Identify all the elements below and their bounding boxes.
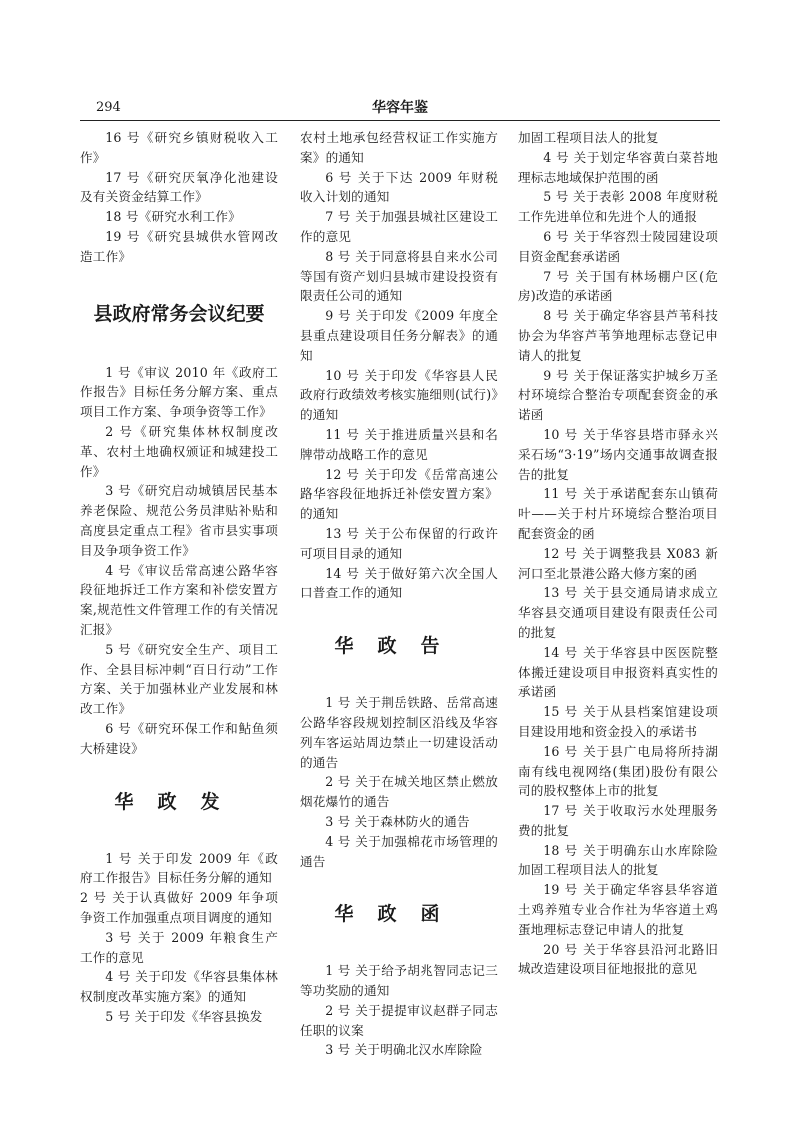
list-item: 18 号《研究水利工作》 xyxy=(105,209,241,225)
list-item: 13 号 关于公布保留的行政许可项目目录的通知 xyxy=(300,525,498,561)
page-header xyxy=(80,98,720,120)
list-item: 3 号 关于明确北汉水库除险 xyxy=(325,1042,483,1058)
section-title-huazhenggao: 华政告 xyxy=(334,635,464,658)
list-item: 12 号 关于印发《岳常高速公路华容段征地拆迁补偿安置方案》的通知 xyxy=(300,466,498,522)
list-item: 12 号 关于调整我县 X083 新河口至北景港公路大修方案的函 xyxy=(518,545,718,581)
list-item: 14 号 关于做好第六次全国人口普查工作的通知 xyxy=(300,565,498,601)
list-item: 16 号 关于县广电局将所持湖南有线电视网络(集团)股份有限公司的股权整体上市的批复 xyxy=(518,743,718,799)
list-item: 1 号《审议 2010 年《政府工作报告》目标任务分解方案、重点项目工作方案、争项争资等工作》 xyxy=(80,364,278,420)
list-item: 1 号 关于给予胡兆智同志记三等功奖励的通知 xyxy=(300,963,498,999)
list-item: 6 号 关于华容烈士陵园建设项目资金配套承诺函 xyxy=(518,228,718,264)
list-item: 3 号 关于森林防火的通告 xyxy=(325,813,470,829)
list-item: 13 号 关于县交通局请求成立华容县交通项目建设有限责任公司的批复 xyxy=(518,585,718,640)
list-item: 18 号 关于明确东山水库除险加固工程项目法人的批复 xyxy=(518,842,718,878)
list-item: 5 号 关于表彰 2008 年度财税工作先进单位和先进个人的通报 xyxy=(518,189,718,225)
list-item: 9 号 关于印发《2009 年度全县重点建设项目任务分解表》的通知 xyxy=(300,308,498,363)
list-item: 10 号 关于印发《华容县人民政府行政绩效考核实施细则(试行)》的通知 xyxy=(300,367,498,423)
list-item: 2 号 关于提提审议赵群子同志任职的议案 xyxy=(300,1002,498,1038)
list-item: 16 号《研究乡镇财税收入工作》 xyxy=(80,130,278,165)
list-item: 7 号 关于加强县城社区建设工作的意见 xyxy=(300,209,498,244)
list-item: 2 号《研究集体林权制度改革、农村土地确权颁证和城建投工作》 xyxy=(80,423,278,479)
list-item: 3 号《研究启动城镇居民基本养老保险、规范公务员津贴补贴和高度县定重点工程》省市县实事项目及争项争资工作》 xyxy=(80,483,278,558)
list-item: 2 号 关于认真做好 2009 年争项争资工作加强重点项目调度的通知 xyxy=(80,890,278,925)
list-item: 19 号《研究县城供水管网改造工作》 xyxy=(80,228,278,264)
list-item: 4 号 关于划定华容黄白菜苔地理标志地域保护范围的函 xyxy=(518,149,718,185)
running-title: 华容年鉴 xyxy=(372,100,428,116)
list-item: 19 号 关于确定华容县华容道土鸡养殖专业合作社为华容道土鸡蛋地理标志登记申请人的批复 xyxy=(518,882,718,937)
section-title-meeting-minutes: 县政府常务会议纪要 xyxy=(93,302,265,325)
list-item: 11 号 关于承诺配套东山镇荷叶——关于村片环境综合整治项目配套资金的函 xyxy=(518,486,718,541)
list-item: 9 号 关于保证落实护城乡万圣村环境综合整治专项配套资金的承诺函 xyxy=(518,367,718,423)
list-item: 2 号 关于在城关地区禁止燃放烟花爆竹的通告 xyxy=(300,774,498,810)
list-item: 4 号《审议岳常高速公路华容段征地拆迁工作方案和补偿安置方案,规范性文件管理工作的有关情况汇报》 xyxy=(80,562,278,637)
page-number: 294 xyxy=(96,100,121,115)
list-item: 11 号 关于推进质量兴县和名牌带动战略工作的意见 xyxy=(300,426,498,462)
list-item: 8 号 关于确定华容县芦苇科技协会为华容芦苇笋地理标志登记申请人的批复 xyxy=(518,308,718,363)
list-item: 15 号 关于从县档案馆建设项目建设用地和资金投入的承诺书 xyxy=(518,704,718,739)
list-item: 1 号 关于印发 2009 年《政府工作报告》目标任务分解的通知 xyxy=(80,850,278,886)
column-3 xyxy=(518,128,718,979)
list-item: 8 号 关于同意将县自来水公司等国有资产划归县城市建设投资有限责任公司的通知 xyxy=(300,248,498,304)
list-item: 7 号 关于国有林场棚户区(危房)改造的承诺函 xyxy=(518,268,718,304)
list-item: 1 号 关于荆岳铁路、岳常高速公路华容段规划控制区沿线及华容列车客运站周边禁止一切建设活动的通告 xyxy=(300,695,498,770)
section-title-huazhengfa: 华政发 xyxy=(114,790,244,813)
list-item: 5 号《研究安全生产、项目工作、全县目标冲刺“百日行动”工作方案、关于加强林业产业发展和林改工作》 xyxy=(80,641,278,717)
list-item-continued: 加固工程项目法人的批复 xyxy=(518,130,659,145)
list-item: 3 号 关于 2009 年粮食生产工作的意见 xyxy=(80,929,278,965)
list-item: 10 号 关于华容县塔市驿永兴采石场“3·19”场内交通事故调查报告的批复 xyxy=(518,426,718,482)
column-1 xyxy=(80,128,278,1027)
list-item-continued: 农村土地承包经营权证工作实施方案》的通知 xyxy=(300,130,498,165)
header-rule xyxy=(80,120,720,121)
column-2 xyxy=(300,128,498,1060)
list-item: 6 号 关于下达 2009 年财税收入计划的通知 xyxy=(300,169,498,205)
list-item: 17 号 关于收取污水处理服务费的批复 xyxy=(518,803,718,838)
list-item: 14 号 关于华容县中医医院整体搬迁建设项目申报资料真实性的承诺函 xyxy=(518,644,718,700)
list-item: 17 号《研究厌氧净化池建设及有关资金结算工作》 xyxy=(80,169,278,205)
list-item: 5 号 关于印发《华容县换发 xyxy=(105,1008,263,1024)
list-item: 4 号 关于印发《华容县集体林权制度改革实施方案》的通知 xyxy=(80,969,278,1005)
list-item: 20 号 关于华容县沿河北路旧城改造建设项目征地报批的意见 xyxy=(518,941,718,977)
section-title-huazhenghan: 华政函 xyxy=(334,903,464,926)
list-item: 6 号《研究环保工作和鲇鱼须大桥建设》 xyxy=(80,720,278,756)
list-item: 4 号 关于加强棉花市场管理的通告 xyxy=(300,833,498,869)
